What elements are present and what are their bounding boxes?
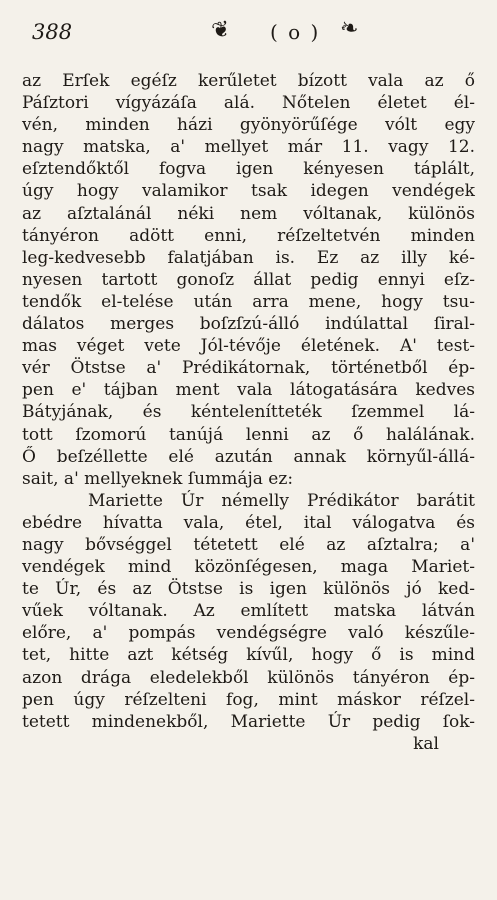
fleuron-right-icon: ❧ <box>337 14 361 43</box>
body-text <box>22 70 475 755</box>
text-line: nyesen tartott gonoſz állat pedig ennyi eſz- <box>22 269 475 290</box>
text-line: mas véget vete Jól-tévője életének. A' test- <box>22 336 475 357</box>
text-line: tányéron adött enni, réſzeltetvén minden <box>22 225 475 246</box>
text-line: leg-kedvesebb falatjában is. Ez az illy ké- <box>22 247 475 268</box>
text-line: azon drága eledelekből különös tányéron ép- <box>22 667 475 688</box>
text-line: az aſztalánál néki nem vóltanak, különös <box>22 203 475 224</box>
text-line: te Úr, és az Ötstse is igen különös jó ked- <box>22 579 475 600</box>
text-line: vér Ötstse a' Prédikátornak, történetből ép- <box>22 358 475 379</box>
text-line: eſztendőktől fogva igen kényesen táplált, <box>22 159 475 180</box>
text-line: vűek vóltanak. Az említett matska látván <box>22 601 475 622</box>
text-line: Bátyjának, és kéntelenítteték ſzemmel lá- <box>22 402 475 423</box>
text-line: pen e' tájban ment vala látogatására kedves <box>22 380 475 401</box>
signature-mark: ( o ) <box>270 20 321 44</box>
text-line: pen úgy réſzelteni fog, mint máskor réſzel- <box>22 689 475 710</box>
text-line: vendégek mind közönſégesen, maga Mariet- <box>22 557 475 578</box>
text-line: tetett mindenekből, Mariette Úr pedig ſok- <box>22 711 475 732</box>
text-line: úgy hogy valamikor tsak idegen vendégek <box>22 181 475 202</box>
text-line: vén, minden házi gyönyörűſége vólt egy <box>22 115 475 136</box>
text-line: tendők el-telése után arra mene, hogy tsu- <box>22 291 475 312</box>
text-line: tott ſzomorú tanújá lenni az ő halálának. <box>22 424 475 445</box>
text-line: előre, a' pompás vendégségre való készűle- <box>22 623 475 644</box>
text-line: az Erſek egéſz kerűletet bízott vala az ő <box>22 71 475 91</box>
catchword: kal <box>413 733 439 754</box>
page-header <box>32 16 477 52</box>
text-line: nagy matska, a' mellyet már 11. vagy 12. <box>22 137 475 158</box>
text-line: Ő beſzéllette elé azután annak környűl-állá- <box>22 446 475 467</box>
text-line: Mariette Úr némelly Prédikátor barátit <box>88 490 475 511</box>
text-line: sait, a' mellyeknek ſummája ez: <box>22 468 294 489</box>
page-number: 388 <box>32 20 73 44</box>
fleuron-left-icon: ❦ <box>209 16 233 45</box>
text-line: ebédre hívatta vala, étel, ital válogatva és <box>22 512 475 533</box>
text-line: tet, hitte azt kétség kívűl, hogy ő is mind <box>22 645 475 666</box>
text-line: nagy bővséggel tétetett elé az aſztalra; a' <box>22 534 475 555</box>
text-line: dálatos merges boſzſzú-álló indúlattal ſiral- <box>22 314 475 335</box>
text-line: Páſztori vígyázáſa alá. Nőtelen életet él- <box>22 93 475 114</box>
